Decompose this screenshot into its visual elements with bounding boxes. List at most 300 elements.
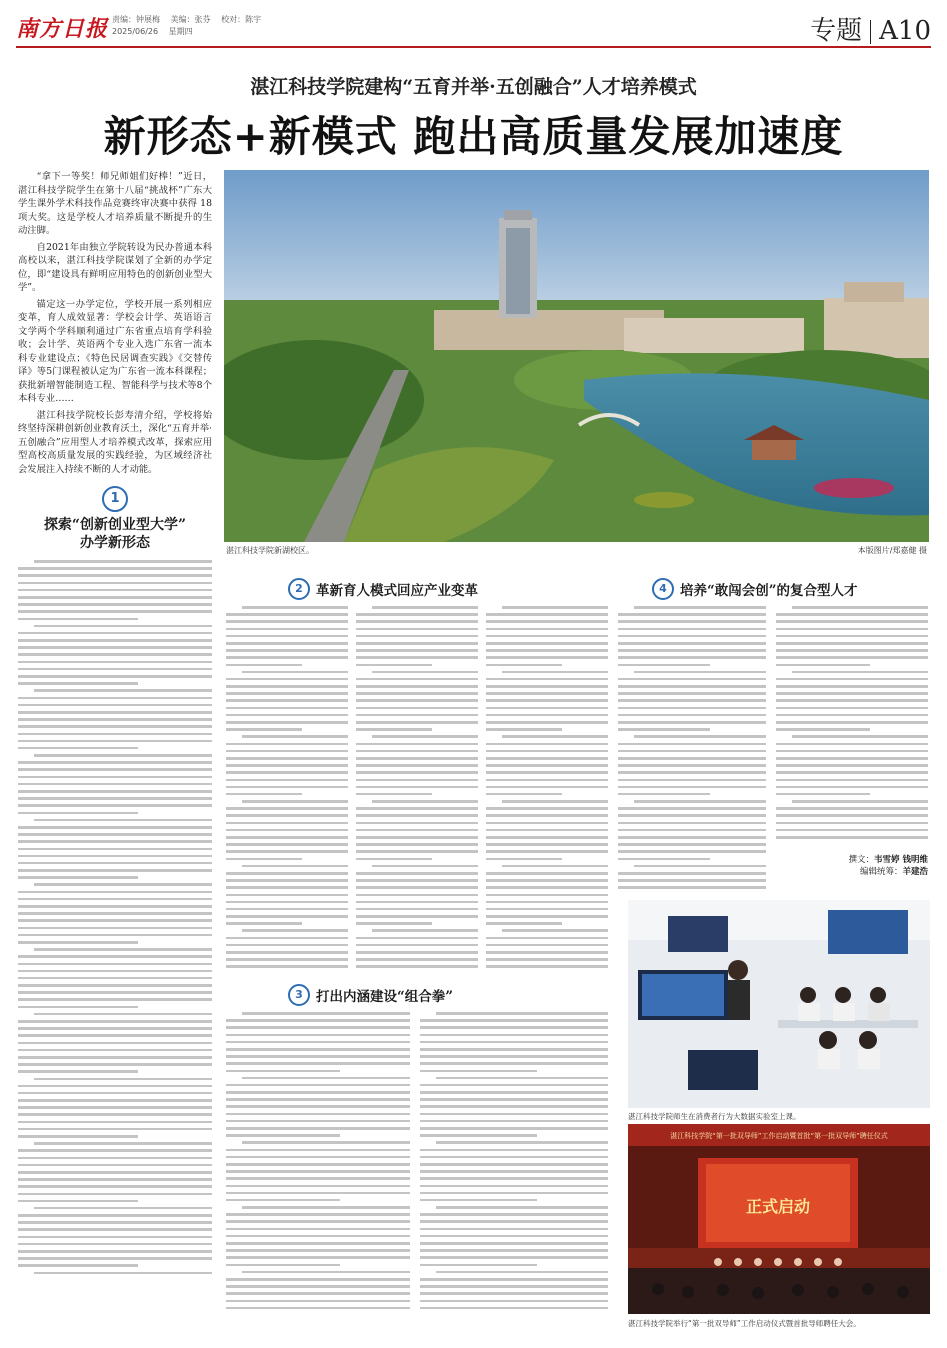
text-line (356, 937, 478, 940)
text-line (226, 714, 348, 717)
section-label (810, 10, 931, 47)
text-line (18, 855, 212, 858)
text-line (618, 879, 766, 882)
text-line (18, 1164, 212, 1167)
text-line (634, 865, 766, 868)
text-line (18, 1264, 138, 1267)
text-line (486, 628, 608, 631)
text-line (226, 1300, 410, 1303)
body-text-block (226, 1012, 410, 1314)
section-number-badge: 2 (288, 578, 310, 600)
section-name: 专题 (810, 16, 863, 46)
section-2-heading (288, 578, 478, 600)
text-line (486, 707, 608, 710)
text-line (486, 951, 608, 954)
text-line (618, 728, 710, 731)
text-line (420, 1220, 608, 1223)
lede-paragraph: “拿下一等奖！师兄师姐们好棒！”近日，湛江科技学院学生在第十八届“挑战杯”广东大学生课外学术科技作品竞赛终审决赛中获得 18 项大奖。这是学校人才培养质量不断提升的生动注脚。 (18, 171, 212, 236)
text-line (226, 628, 348, 631)
text-line (792, 735, 928, 738)
text-line (18, 804, 212, 807)
page-number: A10 (879, 16, 931, 46)
text-line (356, 656, 478, 659)
text-line (18, 1121, 212, 1124)
text-line (776, 656, 928, 659)
text-line (776, 771, 928, 774)
lede-paragraph: 锚定这一办学定位，学校开展一系列相应变革，育人成效显著：学校会计学、英语语言文学两个学科顺利通过广东省重点培育学科验收；会计学、英语两个专业入选广东省一流本科专业建设点；《特色民居调查实践》《交替传译》等5门课程被认定为广东省一流本科课程；获批新增智能制造工程、智能科学与技术等8个本科专业…… (18, 298, 212, 404)
text-line (226, 707, 348, 710)
text-line (226, 786, 348, 789)
text-line (618, 664, 710, 667)
text-line (486, 642, 608, 645)
text-line (776, 807, 928, 810)
text-line (242, 929, 348, 932)
text-line (18, 797, 212, 800)
text-line (34, 819, 212, 822)
text-line (226, 1091, 410, 1094)
body-text-block (420, 1012, 608, 1314)
text-line (486, 750, 608, 753)
text-line (356, 786, 478, 789)
text-line (18, 1185, 212, 1188)
text-line (226, 728, 302, 731)
text-line (226, 1127, 410, 1130)
text-line (18, 1085, 212, 1088)
section-title: 革新育人模式回应产业变革 (316, 583, 478, 599)
text-line (618, 843, 766, 846)
text-line (18, 582, 212, 585)
text-line (226, 664, 302, 667)
text-line (18, 963, 212, 966)
text-line (356, 771, 478, 774)
text-line (618, 786, 766, 789)
text-line (420, 1070, 537, 1073)
text-line (226, 944, 348, 947)
text-line (356, 699, 478, 702)
text-line (420, 1199, 537, 1202)
section-title: 培养“敢闯会创”的复合型人才 (680, 583, 858, 599)
text-line (420, 1307, 608, 1310)
text-line (486, 850, 608, 853)
text-line (486, 699, 608, 702)
text-line (356, 965, 478, 968)
text-line (242, 1271, 410, 1274)
text-line (226, 1113, 410, 1116)
text-line (18, 1257, 212, 1260)
text-line (226, 965, 348, 968)
text-line (356, 901, 478, 904)
text-line (226, 656, 348, 659)
text-line (792, 671, 928, 674)
text-line (226, 922, 302, 925)
text-line (226, 1235, 410, 1238)
section-number-badge: 3 (288, 984, 310, 1006)
text-line (18, 1092, 212, 1095)
text-line (18, 862, 212, 865)
text-line (18, 998, 212, 1001)
classroom-photo-caption: 湛江科技学院师生在消费者行为大数据实验室上课。 (628, 1112, 801, 1121)
text-line (226, 807, 348, 810)
text-line (420, 1127, 608, 1130)
text-line (486, 764, 608, 767)
text-line (486, 822, 608, 825)
text-line (18, 876, 138, 879)
text-line (18, 1113, 212, 1116)
text-line (226, 685, 348, 688)
text-line (18, 919, 212, 922)
text-line (420, 1026, 608, 1029)
text-line (356, 721, 478, 724)
text-line (18, 697, 212, 700)
text-line (226, 829, 348, 832)
text-line (420, 1163, 608, 1166)
text-line (226, 620, 348, 623)
text-line (776, 786, 928, 789)
campus-photo (224, 170, 929, 542)
text-line (372, 865, 478, 868)
text-line (226, 613, 348, 616)
masthead (16, 10, 931, 48)
text-line (18, 567, 212, 570)
text-line (18, 639, 212, 642)
text-line (18, 610, 212, 613)
text-line (372, 671, 478, 674)
text-line (18, 596, 212, 599)
body-text-block (486, 606, 608, 973)
text-line (18, 740, 212, 743)
text-line (486, 779, 608, 782)
section-number-badge: 4 (652, 578, 674, 600)
text-line (34, 1013, 212, 1016)
text-line (226, 822, 348, 825)
text-line (776, 635, 928, 638)
ceremony-photo-caption: 湛江科技学院举行“第一批双导师”工作启动仪式暨首批导师聘任大会。 (628, 1319, 861, 1328)
text-line (618, 656, 766, 659)
text-line (356, 692, 478, 695)
text-line (420, 1242, 608, 1245)
text-line (18, 934, 212, 937)
text-line (486, 793, 562, 796)
body-text-block (776, 606, 928, 843)
text-line (486, 757, 608, 760)
text-line (356, 764, 478, 767)
text-line (226, 1134, 340, 1137)
text-line (776, 649, 928, 652)
text-line (226, 1185, 410, 1188)
text-line (34, 689, 212, 692)
text-line (226, 1242, 410, 1245)
lede-paragraph: 湛江科技学院校长彭寿清介绍，学校将始终坚持深耕创新创业教育沃土，深化“五育并举·五创融合”应用型人才培养模式改革，探索应用型高校高质量发展的实践经验，为区域经济社会发展注入持续不断的人才动能。 (18, 409, 212, 475)
text-line (226, 894, 348, 897)
text-line (356, 829, 478, 832)
text-line (502, 929, 608, 932)
text-line (18, 927, 212, 930)
text-line (18, 898, 212, 901)
proofreader-credit: 校对：陈宇 (221, 15, 262, 24)
text-line (618, 764, 766, 767)
text-line (18, 1020, 212, 1023)
text-line (226, 915, 348, 918)
text-line (226, 1307, 410, 1310)
text-line (634, 671, 766, 674)
text-line (18, 1214, 212, 1217)
text-line (18, 1049, 212, 1052)
text-line (226, 872, 348, 875)
text-line (486, 965, 608, 968)
text-line (436, 1271, 608, 1274)
text-line (618, 613, 766, 616)
text-line (776, 707, 928, 710)
text-line (226, 858, 302, 861)
text-line (618, 721, 766, 724)
text-line (618, 886, 766, 889)
screen-title: 正式启动 (745, 1197, 811, 1216)
text-line (486, 721, 608, 724)
text-line (420, 1300, 608, 1303)
text-line (18, 977, 212, 980)
text-line (420, 1170, 608, 1173)
text-line (486, 814, 608, 817)
text-line (420, 1048, 608, 1051)
text-line (226, 1098, 410, 1101)
text-line (226, 764, 348, 767)
text-line (618, 858, 710, 861)
text-line (34, 754, 212, 757)
section-1-heading (18, 486, 212, 552)
text-line (356, 958, 478, 961)
text-line (486, 836, 608, 839)
text-line (18, 747, 138, 750)
text-line (18, 704, 212, 707)
text-line (226, 1278, 410, 1281)
article-byline (776, 854, 928, 878)
text-line (618, 692, 766, 695)
body-text-block (356, 606, 478, 973)
text-line (226, 901, 348, 904)
body-text-block (18, 560, 212, 1274)
text-line (792, 606, 928, 609)
text-line (486, 786, 608, 789)
text-line (356, 707, 478, 710)
text-line (226, 1192, 410, 1195)
text-line (420, 1120, 608, 1123)
text-line (776, 793, 870, 796)
text-line (776, 829, 928, 832)
text-line (486, 958, 608, 961)
text-line (776, 692, 928, 695)
text-line (486, 944, 608, 947)
text-line (420, 1192, 608, 1195)
text-line (618, 872, 766, 875)
text-line (226, 1019, 410, 1022)
text-line (356, 850, 478, 853)
text-line (18, 632, 212, 635)
text-line (420, 1149, 608, 1152)
text-line (420, 1213, 608, 1216)
text-line (618, 779, 766, 782)
text-line (420, 1034, 608, 1037)
text-line (486, 714, 608, 717)
text-line (18, 1056, 212, 1059)
text-line (18, 646, 212, 649)
text-line (242, 865, 348, 868)
text-line (634, 606, 766, 609)
text-line (18, 1200, 138, 1203)
text-line (226, 1256, 410, 1259)
text-line (18, 790, 212, 793)
text-line (356, 858, 432, 861)
editor-credit: 责编：钟展梅 (112, 15, 160, 24)
text-line (18, 603, 212, 606)
text-line (356, 915, 478, 918)
text-line (356, 649, 478, 652)
text-line (226, 1285, 410, 1288)
text-line (18, 1063, 212, 1066)
text-line (226, 743, 348, 746)
editor-label: 编辑统筹： (859, 867, 903, 877)
text-line (420, 1285, 608, 1288)
text-line (226, 958, 348, 961)
text-line (356, 685, 478, 688)
text-line (18, 1135, 138, 1138)
issue-date: 2025/06/26 (112, 27, 159, 36)
text-line (356, 872, 478, 875)
text-line (486, 894, 608, 897)
text-line (18, 682, 138, 685)
section-title-line: 办学新形态 (80, 535, 150, 551)
text-line (486, 872, 608, 875)
text-line (618, 829, 766, 832)
writer-label: 撰文： (848, 855, 875, 865)
text-line (486, 678, 608, 681)
text-line (776, 764, 928, 767)
text-line (242, 800, 348, 803)
photo-caption: 湛江科技学院新湖校区。 (226, 546, 314, 555)
text-line (486, 829, 608, 832)
text-line (356, 886, 478, 889)
text-line (242, 606, 348, 609)
text-line (18, 1099, 212, 1102)
text-line (356, 678, 478, 681)
text-line (226, 1220, 410, 1223)
banner-text: 湛江科技学院“第一批双导师”工作启动暨首批“第一批双导师”聘任仪式 (670, 1132, 888, 1140)
text-line (486, 915, 608, 918)
text-line (356, 613, 478, 616)
text-line (486, 728, 562, 731)
text-line (356, 879, 478, 882)
text-line (436, 1077, 608, 1080)
text-line (486, 685, 608, 688)
text-line (18, 574, 212, 577)
text-line (420, 1055, 608, 1058)
section-4-heading (652, 578, 858, 600)
text-line (486, 664, 562, 667)
text-line (618, 628, 766, 631)
text-line (18, 848, 212, 851)
text-line (226, 1156, 410, 1159)
text-line (18, 1027, 212, 1030)
text-line (436, 1206, 608, 1209)
text-line (226, 1084, 410, 1087)
text-line (18, 840, 212, 843)
text-line (776, 750, 928, 753)
text-line (372, 606, 478, 609)
text-line (226, 721, 348, 724)
text-line (618, 642, 766, 645)
text-line (776, 836, 928, 839)
text-line (618, 707, 766, 710)
text-line (356, 664, 432, 667)
section-title (18, 516, 212, 552)
text-line (18, 768, 212, 771)
text-line (226, 1034, 410, 1037)
text-line (242, 1206, 410, 1209)
text-line (420, 1249, 608, 1252)
text-line (356, 642, 478, 645)
text-line (34, 1142, 212, 1145)
text-line (18, 1070, 138, 1073)
section-3-heading (288, 984, 453, 1006)
text-line (356, 894, 478, 897)
text-line (18, 761, 212, 764)
text-line (18, 991, 212, 994)
text-line (226, 937, 348, 940)
designer-credit: 美编：张芬 (170, 15, 211, 24)
text-line (486, 922, 562, 925)
text-line (356, 822, 478, 825)
text-line (226, 1041, 410, 1044)
text-line (420, 1105, 608, 1108)
text-line (18, 970, 212, 973)
text-line (486, 807, 608, 810)
text-line (18, 776, 212, 779)
text-line (356, 843, 478, 846)
editor-name: 羊建浩 (902, 867, 928, 877)
text-line (486, 692, 608, 695)
text-line (420, 1235, 608, 1238)
text-line (18, 618, 138, 621)
text-line (356, 836, 478, 839)
text-line (226, 1163, 410, 1166)
text-line (420, 1185, 608, 1188)
text-line (634, 735, 766, 738)
text-line (486, 743, 608, 746)
text-line (226, 635, 348, 638)
text-line (226, 1213, 410, 1216)
text-line (486, 858, 562, 861)
text-line (18, 1149, 212, 1152)
text-line (792, 800, 928, 803)
text-line (226, 1026, 410, 1029)
text-line (618, 757, 766, 760)
text-line (18, 1106, 212, 1109)
headline-kicker: 湛江科技学院建构“五育并举·五创融合”人才培养模式 (250, 76, 697, 98)
text-line (34, 1272, 212, 1275)
text-line (420, 1084, 608, 1087)
text-line (18, 725, 212, 728)
text-line (486, 620, 608, 623)
text-line (226, 1120, 410, 1123)
text-line (618, 649, 766, 652)
text-line (18, 984, 212, 987)
text-line (34, 1078, 212, 1081)
text-line (356, 714, 478, 717)
text-line (618, 807, 766, 810)
body-text-block (618, 606, 766, 894)
text-line (226, 1264, 340, 1267)
text-line (776, 664, 870, 667)
text-line (618, 620, 766, 623)
